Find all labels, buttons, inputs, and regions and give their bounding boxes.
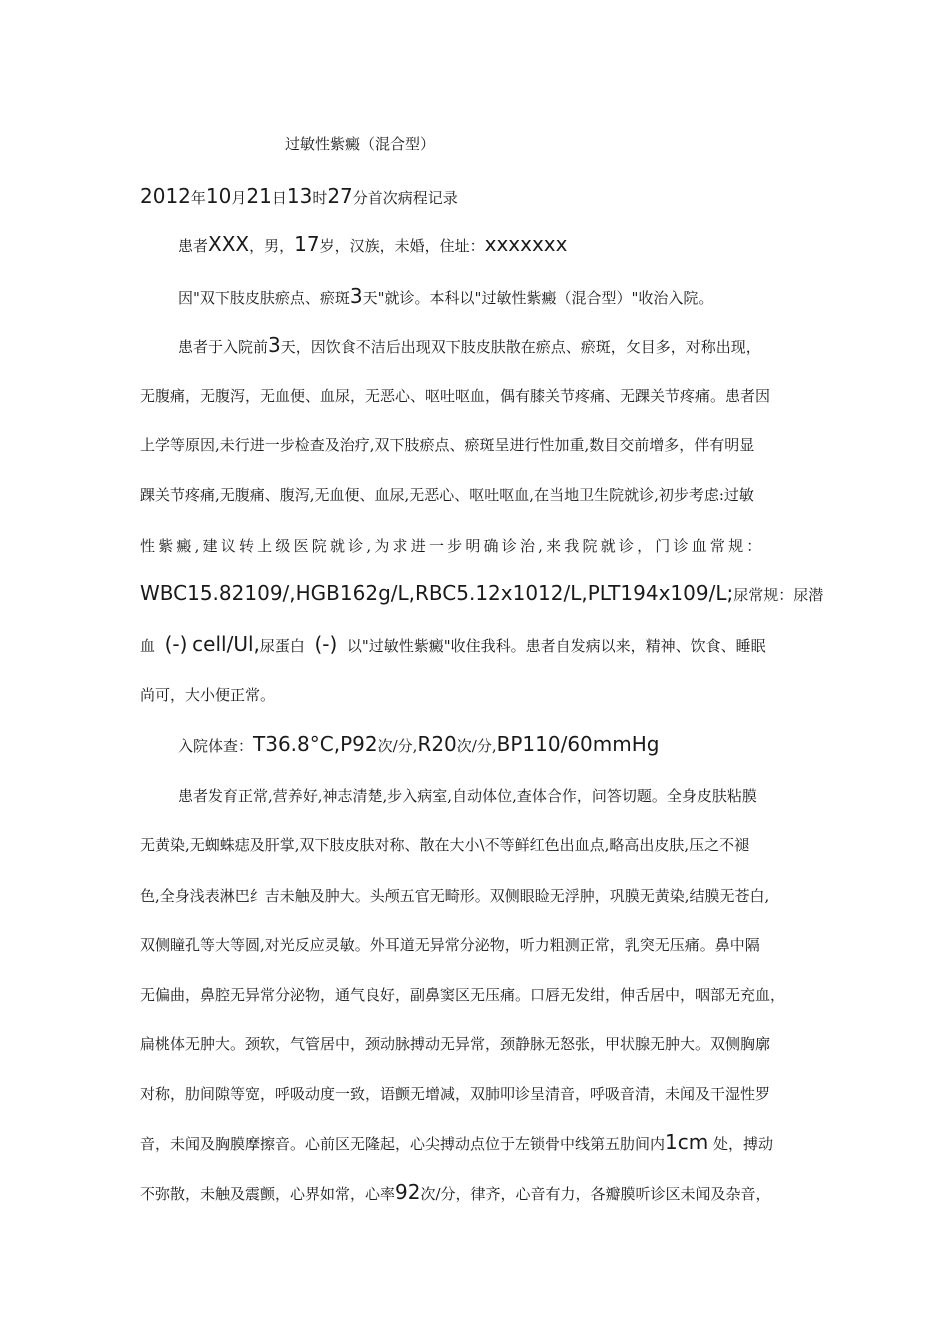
patient-name: XXX [208,232,250,256]
record-minute-unit: 分首次病程记录 [352,189,458,207]
history-l1-b: 天，因饮食不洁后出现双下肢皮肤散在瘀点、瘀斑，攵目多，对称出现， [280,338,761,356]
history-line-1 [178,333,761,357]
exam-resp: R20 [417,732,457,756]
record-year: 2012 [140,184,191,208]
physical-line-3: 色,全身浅表淋巴纟吉未触及肿大。头颅五官无畸形。双侧眼睑无浮肿，巩膜无黄染,结膜无苍白, [140,887,770,905]
urine-blood-result: (-) [164,632,188,656]
physical-line-7: 对称，肋间隙等宽，呼吸动度一致，语颤无增减，双肺叩诊呈清音，呼吸音清，未闻及干湿性罗 [140,1085,771,1103]
history-l7-c: 以"过敏性紫癜"收住我科。患者自发病以来，精神、饮食、睡眠 [346,637,766,655]
apex-distance: 1cm [665,1130,709,1154]
record-minute: 27 [327,184,353,208]
history-line-8: 尚可，大小便正常。 [140,686,276,704]
history-line-4: 踝关节疼痛,无腹痛、腹泻,无血便、血尿,无恶心、呕吐呕血,在当地卫生院就诊,初步考虑:过敏 [140,486,754,504]
heart-rate: 92 [395,1180,421,1204]
history-line-2: 无腹痛，无腹泻，无血便、血尿，无恶心、呕吐呕血，偶有膝关节疼痛、无踝关节疼痛。患者因 [140,387,771,405]
urine-unit: cell/Ul, [192,632,260,656]
history-l1-days: 3 [268,333,281,357]
record-heading [140,184,458,208]
exam-unit1: 次/分, [377,737,418,755]
history-line-5: 性紫癜,建议转上级医院就诊,为求进一步明确诊治,来我院就诊，门诊血常规： [140,537,765,555]
exam-temp-pulse: T36.8°C,P92 [253,732,378,756]
physical-line-8 [140,1130,773,1154]
physical-l8-a: 音，未闻及胸膜摩擦音。心前区无隆起，心尖搏动点位于左锁骨中线第五肋间内 [140,1135,666,1153]
physical-line-2: 无黄染,无蜘蛛痣及肝掌,双下肢皮肤对称、散在大小\不等鲜红色出血点,略高出皮肤,压之不褪 [140,836,750,854]
history-line-6 [140,581,823,605]
record-month-unit: 月 [231,189,247,207]
record-day: 21 [246,184,272,208]
physical-line-4: 双侧瞳孔等大等圆,对光反应灵敏。外耳道无异常分泌物，听力粗测正常，乳突无压痛。鼻中隔 [140,936,760,954]
patient-prefix: 患者 [178,237,209,255]
patient-sep: ，男， [249,237,295,255]
exam-label: 入院体查： [178,737,254,755]
history-l7-b: 尿蛋白 [259,637,305,655]
reason-part2: 天"就诊。本科以"过敏性紫癜（混合型）"收治入院。 [362,289,714,307]
exam-unit2: 次/分, [456,737,497,755]
physical-l8-b: 处，搏动 [713,1135,774,1153]
history-line-7 [140,632,766,656]
admission-reason [178,284,713,308]
physical-line-5: 无偏曲，鼻腔无异常分泌物，通气良好，副鼻窦区无压痛。口唇无发绀，伸舌居中，咽部无充血， [140,986,786,1004]
record-day-unit: 日 [271,189,287,207]
physical-line-6: 扁桃体无肿大。颈软，气管居中，颈动脉搏动无异常，颈静脉无怒张，甲状腺无肿大。双侧胸廓 [140,1035,771,1053]
reason-part1: 因"双下肢皮肤瘀点、瘀斑 [178,289,350,307]
record-month: 10 [205,184,232,208]
patient-rest: 岁，汉族，未婚，住址： [319,237,485,255]
record-hour: 13 [286,184,313,208]
record-year-unit: 年 [190,189,206,207]
patient-address: xxxxxxx [484,232,568,256]
exam-bp: BP110/60mmHg [496,732,660,756]
history-l6-rest: 尿常规：尿潜 [733,586,824,604]
lab-results: WBC15.82109/,HGB162g/L,RBC5.12x1012/L,PLT194x109/L; [140,581,734,605]
history-line-3: 上学等原因,未行进一步检查及治疗,双下肢瘀点、瘀斑呈进行性加重,数目交前增多，伴有明显 [140,436,755,454]
exam-vitals [178,732,659,756]
physical-l9-b: 次/分，律齐，心音有力，各瓣膜听诊区未闻及杂音， [420,1185,771,1203]
patient-line [178,232,567,256]
physical-l9-a: 不弥散，未触及震颤，心界如常，心率 [140,1185,396,1203]
physical-line-9 [140,1180,771,1204]
history-l7-a: 血 [140,637,156,655]
urine-protein-result: (-) [314,632,338,656]
history-l1-a: 患者于入院前 [178,338,269,356]
record-hour-unit: 时 [312,189,328,207]
document-title: 过敏性紫癜（混合型） [285,135,436,153]
reason-days: 3 [349,284,363,308]
patient-age: 17 [294,232,320,256]
physical-line-1: 患者发育正常,营养好,神志清楚,步入病室,自动体位,查体合作，问答切题。全身皮肤粘膜 [178,787,757,805]
